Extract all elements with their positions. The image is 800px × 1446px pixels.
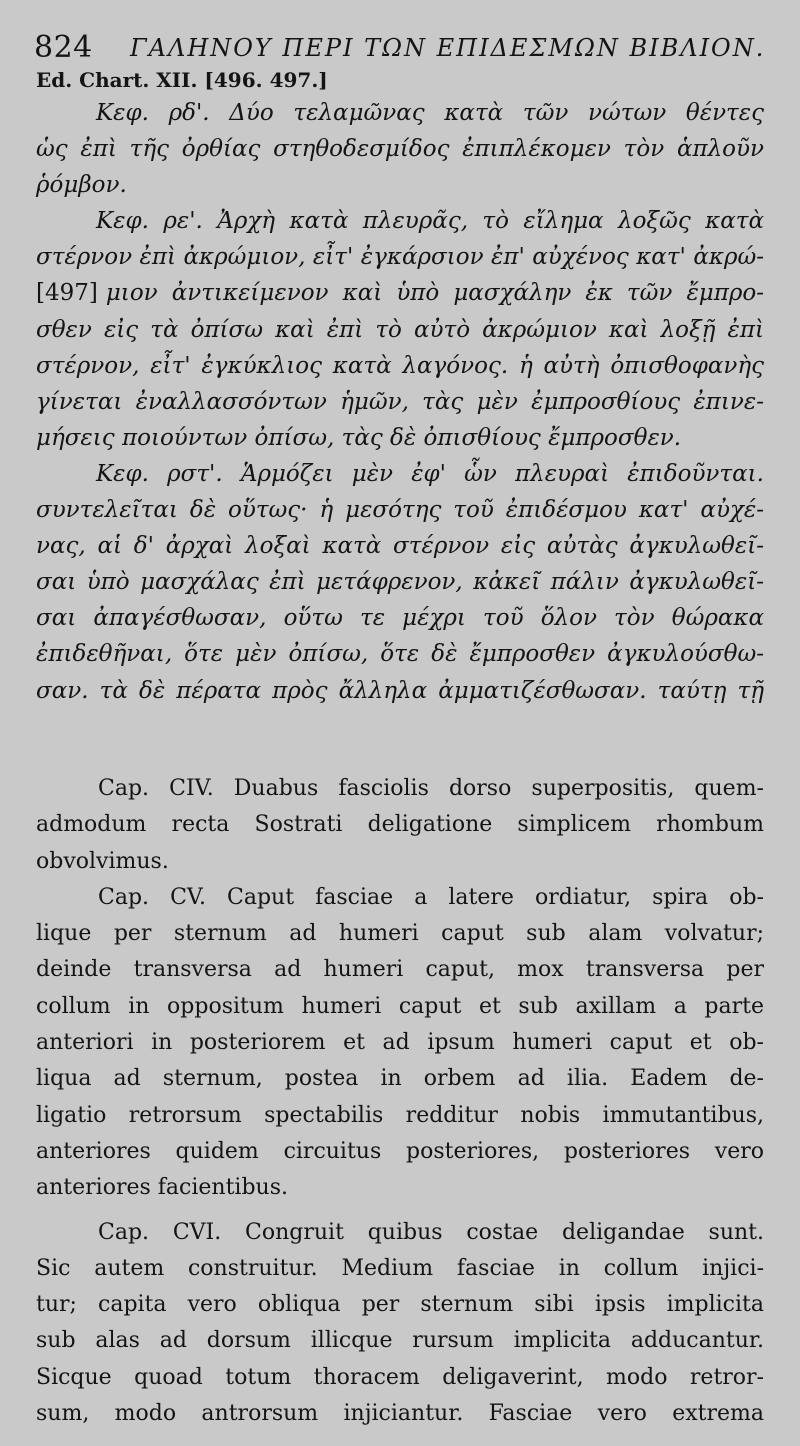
greek-line: σθεν εἰς τὰ ὀπίσω καὶ ἐπὶ τὸ αὐτὸ ἀκρώμιον καὶ λοξῇ ἐπὶ <box>36 316 764 343</box>
margin-page-reference: [497] <box>36 280 98 307</box>
greek-line: ὡς ἐπὶ τῆς ὀρθίας στηθοδεσμίδος ἐπιπλέκομεν τὸν ἁπλοῦν <box>36 136 764 163</box>
greek-line: νας, αἱ δ' ἀρχαὶ λοξαὶ κατὰ στέρνον εἰς αὐτὰς ἀγκυλωθεῖ- <box>36 533 764 560</box>
latin-line: collum in oppositum humeri caput et sub axillam a parte <box>36 993 764 1019</box>
greek-line: Κεφ. ρστ'. Ἁρμόζει μὲν ἐφ' ὧν πλευραὶ ἐπιδοῦνται. <box>96 460 764 487</box>
latin-line: ligatio retrorsum spectabilis redditur nobis immutantibus, <box>36 1102 764 1128</box>
page-header <box>34 28 774 68</box>
latin-line: lique per sternum ad humeri caput sub alam volvatur; <box>36 921 764 947</box>
edition-reference: Ed. Chart. XII. [496. 497.] <box>36 68 328 92</box>
latin-line: sub alas ad dorsum illicque rursum implicita adducantur. <box>36 1328 764 1354</box>
latin-line: deinde transversa ad humeri caput, mox transversa per <box>36 957 764 983</box>
greek-line: μήσεις ποιούντων ὀπίσω, τὰς δὲ ὀπισθίους ἔμπροσθεν. <box>36 424 682 451</box>
greek-line: ῥόμβον. <box>36 172 127 199</box>
greek-line: στέρνον ἐπὶ ἀκρώμιον, εἶτ' ἐγκάρσιον ἐπ' αὐχένος κατ' ἀκρώ- <box>36 244 764 271</box>
latin-line: Cap. CV. Caput fasciae a latere ordiatur, spira ob- <box>98 884 764 910</box>
latin-line: admodum recta Sostrati deligatione simplicem rhombum <box>36 812 764 838</box>
latin-line: anteriores quidem circuitus posteriores, posteriores vero <box>36 1138 764 1164</box>
latin-line: anteriori in posteriorem et ad ipsum humeri caput et ob- <box>36 1030 764 1056</box>
running-title: ΓΑΛΗΝΟΥ ΠΕΡΙ ΤΩΝ ΕΠΙΔΕΣΜΩΝ ΒΙΒΛΙΟΝ. <box>130 34 766 62</box>
greek-line: συντελεῖται δὲ οὕτως· ἡ μεσότης τοῦ ἐπιδέσμου κατ' αὐχέ- <box>36 497 764 524</box>
latin-line: Sicque quoad totum thoracem deligaverint, modo retror- <box>36 1364 764 1390</box>
latin-line: Cap. CVI. Congruit quibus costae deligandae sunt. <box>98 1219 764 1245</box>
greek-line-with-margin-ref <box>36 276 764 312</box>
latin-line: liqua ad sternum, postea in orbem ad ilia. Eadem de- <box>36 1066 764 1092</box>
latin-text-block <box>36 772 764 1433</box>
greek-line: γίνεται ἐναλλασσόντων ἡμῶν, τὰς μὲν ἐμπροσθίους ἐπινε- <box>36 388 764 415</box>
greek-line: στέρνον, εἶτ' ἐγκύκλιος κατὰ λαγόνος. ἡ αὐτὴ ὀπισθοφανὴς <box>36 352 764 379</box>
latin-line: sum, modo antrorsum injiciantur. Fasciae vero extrema <box>36 1401 764 1427</box>
latin-line: Cap. CIV. Duabus fasciolis dorso superpositis, quem- <box>98 776 764 801</box>
latin-line: anteriores facientibus. <box>36 1175 288 1201</box>
greek-line: σαι ὑπὸ μασχάλας ἐπὶ μετάφρενον, κἀκεῖ πάλιν ἀγκυλωθεῖ- <box>36 569 764 596</box>
page-number: 824 <box>34 30 93 65</box>
greek-line: σαι ἀπαγέσθωσαν, οὕτω τε μέχρι τοῦ ὅλον τὸν θώρακα <box>36 605 764 632</box>
greek-line: σαν. τὰ δὲ πέρατα πρὸς ἄλληλα ἀμματιζέσθωσαν. ταύτῃ τῇ <box>36 677 764 704</box>
greek-line: Κεφ. ρε'. Ἀρχὴ κατὰ πλευρᾶς, τὸ εἴλημα λοξῶς κατὰ <box>96 208 764 235</box>
latin-line: obvolvimus. <box>36 848 169 874</box>
greek-line-text: μιον ἀντικείμενον καὶ ὑπὸ μασχάλην ἐκ τῶν ἔμπρο- <box>105 280 764 307</box>
latin-line: Sic autem construitur. Medium fasciae in collum injici- <box>36 1255 764 1281</box>
greek-text-block <box>36 96 764 710</box>
latin-line: tur; capita vero obliqua per sternum sibi ipsis implicita <box>36 1292 764 1318</box>
greek-line: Κεφ. ρδ'. Δύο τελαμῶνας κατὰ τῶν νώτων θέντες <box>96 100 764 126</box>
greek-line: ἐπιδεθῆναι, ὅτε μὲν ὀπίσω, ὅτε δὲ ἔμπροσθεν ἀγκυλούσθω- <box>36 641 764 668</box>
